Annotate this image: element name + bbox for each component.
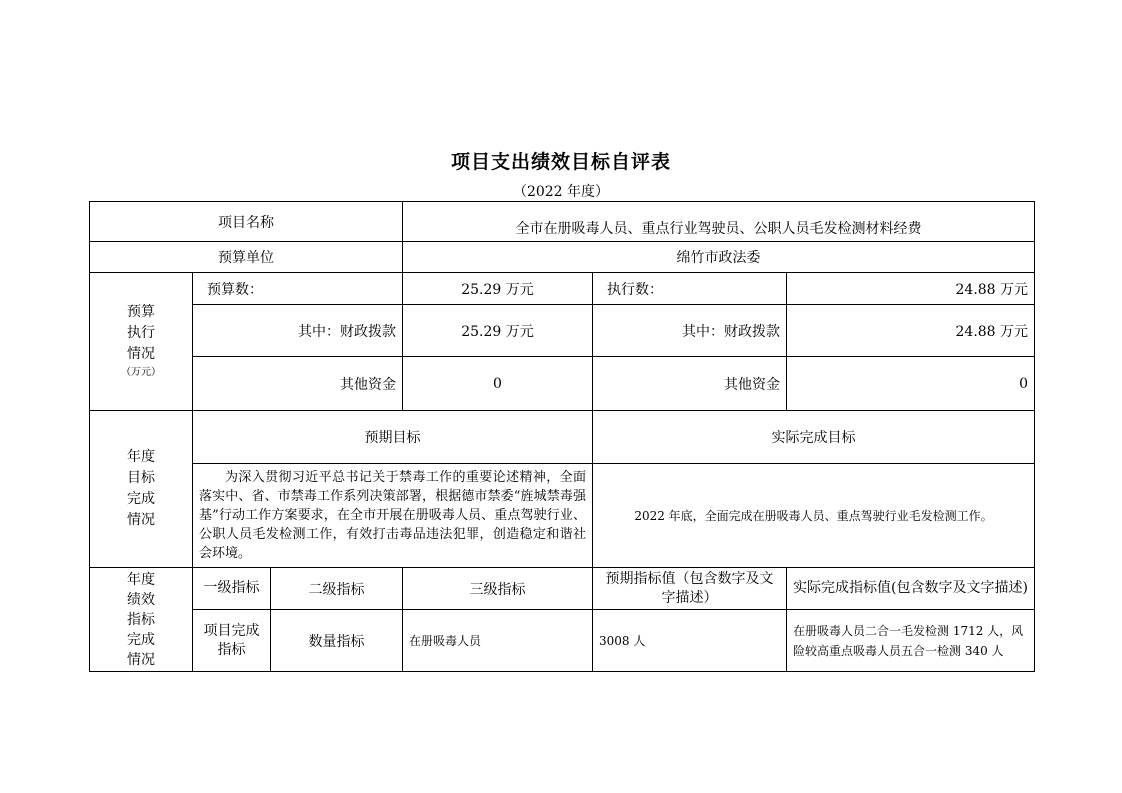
- level1-header: 一级指标: [193, 568, 271, 610]
- budget-unit-label: 预算单位: [90, 242, 403, 273]
- project-name-value: 全市在册吸毒人员、重点行业驾驶员、公职人员毛发检测材料经费: [403, 202, 1035, 242]
- expected-value-header: 预期指标值（包含数字及文字描述）: [593, 568, 787, 610]
- annual-goals-label: [90, 411, 193, 568]
- finance-label-exec: 其中：财政拨款: [593, 305, 787, 357]
- annual-label-line-4: 情况: [127, 512, 155, 528]
- other-funds-exec-value: 0: [787, 357, 1035, 411]
- budget-execution-label: [90, 273, 193, 411]
- table-row: [90, 610, 1035, 672]
- indicator-label-line-1: 年度: [127, 571, 155, 588]
- other-funds-label-exec: 其他资金: [593, 357, 787, 411]
- project-name-label: 项目名称: [90, 202, 403, 242]
- indicator-label-line-3: 指标: [127, 611, 155, 628]
- row-level2: 数量指标: [271, 610, 403, 672]
- budget-label-line-2: 执行: [127, 325, 155, 341]
- indicator-section-label: [90, 568, 193, 672]
- budget-unit-note: （万元）: [121, 367, 161, 378]
- finance-exec-value: 24.88 万元: [787, 305, 1035, 357]
- actual-goal-text: 2022 年底，全面完成在册吸毒人员、重点驾驶行业毛发检测工作。: [593, 464, 1035, 568]
- row-expected-value: 3008 人: [593, 610, 787, 672]
- budget-amount-label: 预算数：: [193, 273, 403, 305]
- page-title: 项目支出绩效目标自评表: [450, 151, 671, 173]
- row-actual-value: 在册吸毒人员二合一毛发检测 1712 人，风险较高重点吸毒人员五合一检测 340 人: [787, 610, 1035, 672]
- finance-row: [90, 305, 1035, 357]
- budget-total-row: [90, 273, 1035, 305]
- annual-label-line-1: 年度: [127, 449, 155, 465]
- annual-goals-content-row: [90, 464, 1035, 568]
- expected-goal-header: 预期目标: [193, 411, 593, 464]
- indicator-label-line-2: 绩效: [127, 591, 155, 608]
- budget-label-line-1: 预算: [127, 304, 155, 320]
- level2-header: 二级指标: [271, 568, 403, 610]
- expected-goal-paragraph: 为深入贯彻习近平总书记关于禁毒工作的重要论述精神，全面落实中、省、市禁毒工作系列决策部署，根据德市禁委“旌城禁毒强基”行动工作方案要求，在全市开展在册吸毒人员、重点驾驶行业、公职人员毛发检测工作，有效打击毒品违法犯罪，创造稳定和谐社会环境。: [199, 470, 586, 561]
- other-funds-row: [90, 357, 1035, 411]
- annual-label-line-3: 完成: [127, 491, 155, 507]
- exec-amount-label: 执行数：: [593, 273, 787, 305]
- other-funds-budget-value: 0: [403, 357, 593, 411]
- annual-goals-header-row: [90, 411, 1035, 464]
- row-level1: 项目完成指标: [193, 610, 271, 672]
- actual-value-header: 实际完成指标值(包含数字及文字描述): [787, 568, 1035, 610]
- budget-label-line-3: 情况: [127, 346, 155, 362]
- finance-label-budget: 其中：财政拨款: [193, 305, 403, 357]
- indicator-label-line-4: 完成: [127, 631, 155, 648]
- budget-amount-value: 25.29 万元: [403, 273, 593, 305]
- finance-budget-value: 25.29 万元: [403, 305, 593, 357]
- row-level3: 在册吸毒人员: [403, 610, 593, 672]
- project-name-row: [90, 202, 1035, 242]
- actual-goal-header: 实际完成目标: [593, 411, 1035, 464]
- page-subtitle: （2022 年度）: [512, 184, 610, 200]
- expected-goal-text: [193, 464, 593, 568]
- budget-unit-value: 绵竹市政法委: [403, 242, 1035, 273]
- budget-unit-row: [90, 242, 1035, 273]
- level3-header: 三级指标: [403, 568, 593, 610]
- other-funds-label-budget: 其他资金: [193, 357, 403, 411]
- annual-label-line-2: 目标: [127, 470, 155, 486]
- indicator-header-row: [90, 568, 1035, 610]
- exec-amount-value: 24.88 万元: [787, 273, 1035, 305]
- indicator-label-line-5: 情况: [127, 651, 155, 668]
- evaluation-table: [89, 201, 1035, 672]
